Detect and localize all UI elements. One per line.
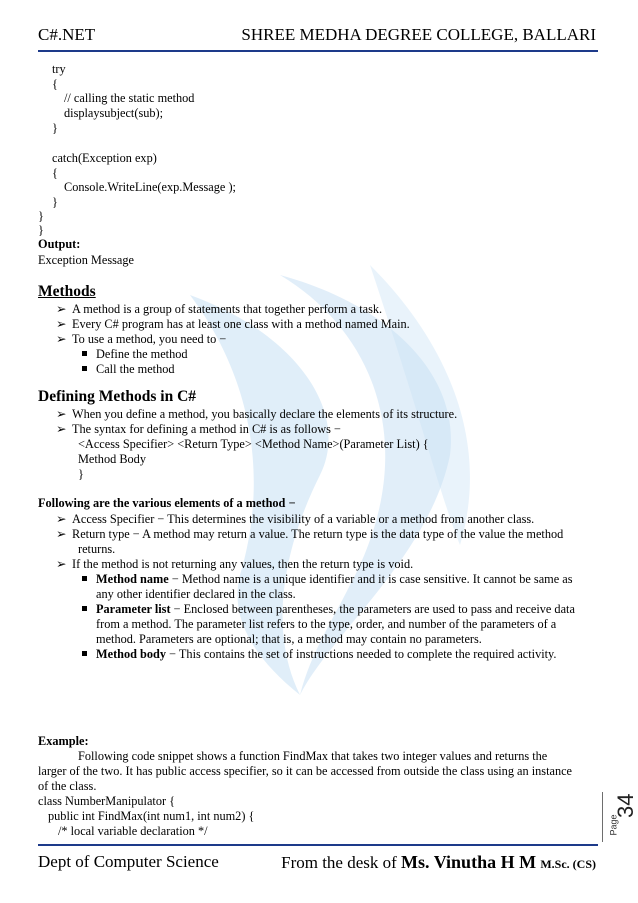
footer-author: From the desk of Ms. Vinutha H M M.Sc. (CS) [281,852,596,872]
code-line: } [52,121,58,135]
list-item: ➢ Access Specifier − This determines the visibility of a variable or a method from another class. [56,512,535,526]
syntax-line: Method Body [78,452,146,466]
sub-list-item: Call the method [82,362,175,377]
square-bullet-icon [82,606,87,611]
code-line: Console.WriteLine(exp.Message ); [64,180,236,194]
arrow-bullet-icon: ➢ [56,302,67,316]
page-footer [38,844,598,880]
page-number-value: 34 [613,793,638,818]
paragraph-line: larger of the two. It has public access specifier, so it can be accessed from outside the class using an instance [38,764,573,778]
code-line: // calling the static method [64,91,195,105]
page-word: Page [608,814,619,836]
header-course: C#.NET [38,25,96,44]
square-bullet-icon [82,351,87,356]
output-label: Output: [38,237,81,251]
list-item: ➢ The syntax for defining a method in C# is as follows − [56,422,341,436]
code-line: } [38,209,44,223]
sub-list-item: Parameter list − Enclosed between parentheses, the parameters are used to pass and receive data [82,602,575,617]
sub-list-item: Method body − This contains the set of instructions needed to complete the required activity. [82,647,556,662]
sub-list-item-continuation: any other identifier declared in the class. [96,587,296,601]
arrow-bullet-icon: ➢ [56,317,67,331]
code-line: { [52,166,58,180]
code-line: /* local variable declaration */ [58,824,208,838]
defining-methods-heading: Defining Methods in C# [38,388,197,405]
footer-department: Dept of Computer Science [38,852,219,871]
list-item-continuation: returns. [78,542,116,556]
square-bullet-icon [82,576,87,581]
example-label: Example: [38,734,89,748]
code-line: try [52,62,66,76]
arrow-bullet-icon: ➢ [56,527,67,541]
sub-list-item-continuation: method. Parameters are optional; that is, a method may contain no parameters. [96,632,482,646]
methods-heading: Methods [38,283,96,300]
square-bullet-icon [82,366,87,371]
syntax-line: <Access Specifier> <Return Type> <Method Name>(Parameter List) { [78,437,429,451]
header-college: SHREE MEDHA DEGREE COLLEGE, BALLARI [241,25,596,44]
square-bullet-icon [82,651,87,656]
elements-heading: Following are the various elements of a method − [38,496,296,510]
list-item: ➢ Return type − A method may return a value. The return type is the data type of the value the method [56,527,564,541]
output-text: Exception Message [38,253,134,267]
code-line: class NumberManipulator { [38,794,176,808]
arrow-bullet-icon: ➢ [56,512,67,526]
list-item: ➢ A method is a group of statements that together perform a task. [56,302,383,316]
arrow-bullet-icon: ➢ [56,557,67,571]
code-line: displaysubject(sub); [64,106,164,120]
code-line: public int FindMax(int num1, int num2) { [48,809,255,823]
author-name: Ms. Vinutha H M [401,852,537,872]
code-line: { [52,77,58,91]
sub-list-item: Define the method [82,347,188,362]
list-item: ➢ To use a method, you need to − [56,332,227,346]
paragraph-line: of the class. [38,779,97,793]
arrow-bullet-icon: ➢ [56,407,67,421]
paragraph-line: Following code snippet shows a function FindMax that takes two integer values and returns the [78,749,548,763]
page-header [38,20,598,52]
sub-list-item-continuation: from a method. The parameter list refers to the type, order, and number of the parameters of a [96,617,557,631]
syntax-line: } [78,467,84,481]
sub-list-item: Method name − Method name is a unique identifier and it is case sensitive. It cannot be same as [82,572,573,587]
code-line: } [38,223,44,237]
code-line: catch(Exception exp) [52,151,157,165]
arrow-bullet-icon: ➢ [56,332,67,346]
list-item: ➢ If the method is not returning any values, then the return type is void. [56,557,414,571]
code-line: } [52,195,58,209]
list-item: ➢ When you define a method, you basically declare the elements of its structure. [56,407,458,421]
page-number [602,792,638,842]
list-item: ➢ Every C# program has at least one class with a method named Main. [56,317,410,331]
author-degree: M.Sc. (CS) [540,857,596,871]
arrow-bullet-icon: ➢ [56,422,67,436]
